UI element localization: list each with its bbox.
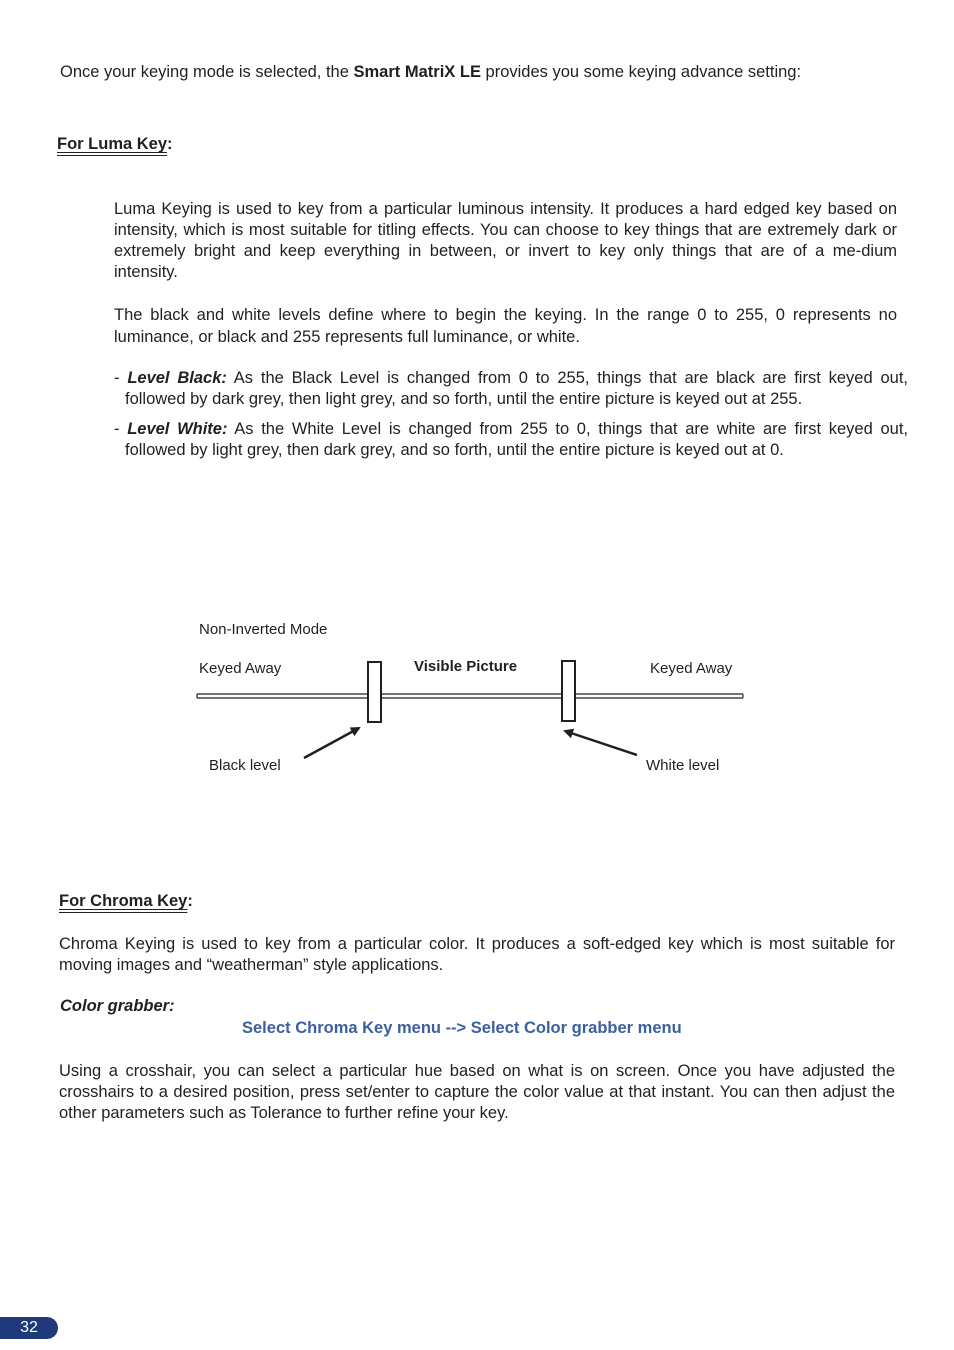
diagram-black-level-label: Black level	[209, 757, 281, 774]
bullet-dash: -	[114, 369, 128, 387]
product-name: Smart MatriX LE	[353, 63, 481, 81]
luma-key-diagram	[0, 600, 954, 800]
white-level-marker	[562, 661, 575, 721]
intro-paragraph	[60, 62, 920, 83]
diagram-graphic	[0, 600, 954, 800]
level-black-bullet	[114, 368, 908, 410]
chroma-key-heading-text: For Chroma Key	[59, 892, 188, 910]
diagram-visible-picture: Visible Picture	[414, 658, 518, 675]
black-level-marker	[368, 662, 381, 722]
chroma-paragraph-2: Using a crosshair, you can select a particular hue based on what is on screen. Once you have adjusted the crosshairs to a desired position, press set/enter to capture the color value at that instant. You can then adjust the other parameters such as Tolerance to further refine your key.	[59, 1062, 895, 1122]
diagram-mode-label: Non-Inverted Mode	[199, 621, 328, 638]
bullet-dash: -	[114, 420, 128, 438]
page-number-tab	[0, 1317, 58, 1339]
level-black-text: As the Black Level is changed from 0 to 255, things that are black are first keyed out, followed by dark grey, then light grey, and so forth, until the entire picture is keyed out at 255.	[125, 369, 908, 408]
intro-text-before: Once your keying mode is selected, the	[60, 63, 354, 81]
luma-key-heading-colon: :	[167, 135, 173, 153]
chroma-paragraph-1: Chroma Keying is used to key from a particular color. It produces a soft-edged key which is most suitable for moving images and “weatherman” style applications.	[59, 935, 895, 974]
chroma-key-heading	[59, 892, 193, 911]
diagram-white-level-label: White level	[646, 757, 720, 774]
luma-key-heading	[57, 135, 173, 154]
white-level-arrow	[565, 731, 637, 755]
level-white-term: Level White:	[127, 420, 228, 438]
level-white-text: As the White Level is changed from 255 to 0, things that are white are first keyed out, followed by light grey, then dark grey, and so forth, until the entire picture is keyed out at 0.	[125, 420, 908, 459]
luma-key-heading-text: For Luma Key	[57, 135, 168, 153]
chroma-key-heading-colon: :	[187, 892, 193, 910]
black-level-arrow	[304, 728, 359, 758]
level-white-bullet	[114, 419, 908, 461]
color-grabber-label: Color grabber:	[60, 997, 175, 1015]
level-range-bar	[197, 694, 743, 698]
luma-paragraph-2: The black and white levels define where to begin the keying. In the range 0 to 255, 0 represents no luminance, or black and 255 represents full luminance, or white.	[114, 306, 897, 346]
level-black-term: Level Black:	[127, 369, 227, 387]
luma-paragraph-1: Luma Keying is used to key from a particular luminous intensity. It produces a hard edged key based on intensity, which is most suitable for titling effects. You can choose to key things that are extremely dark or extremely bright and keep everything in between, or invert to key only things that are of a me-dium intensity.	[114, 200, 897, 281]
color-grabber-menu-path: Select Chroma Key menu --> Select Color grabber menu	[242, 1019, 682, 1037]
page-number: 32	[20, 1319, 38, 1336]
diagram-keyed-away-left: Keyed Away	[199, 660, 282, 677]
diagram-keyed-away-right: Keyed Away	[650, 660, 733, 677]
intro-text-after: provides you some keying advance setting:	[480, 63, 802, 81]
